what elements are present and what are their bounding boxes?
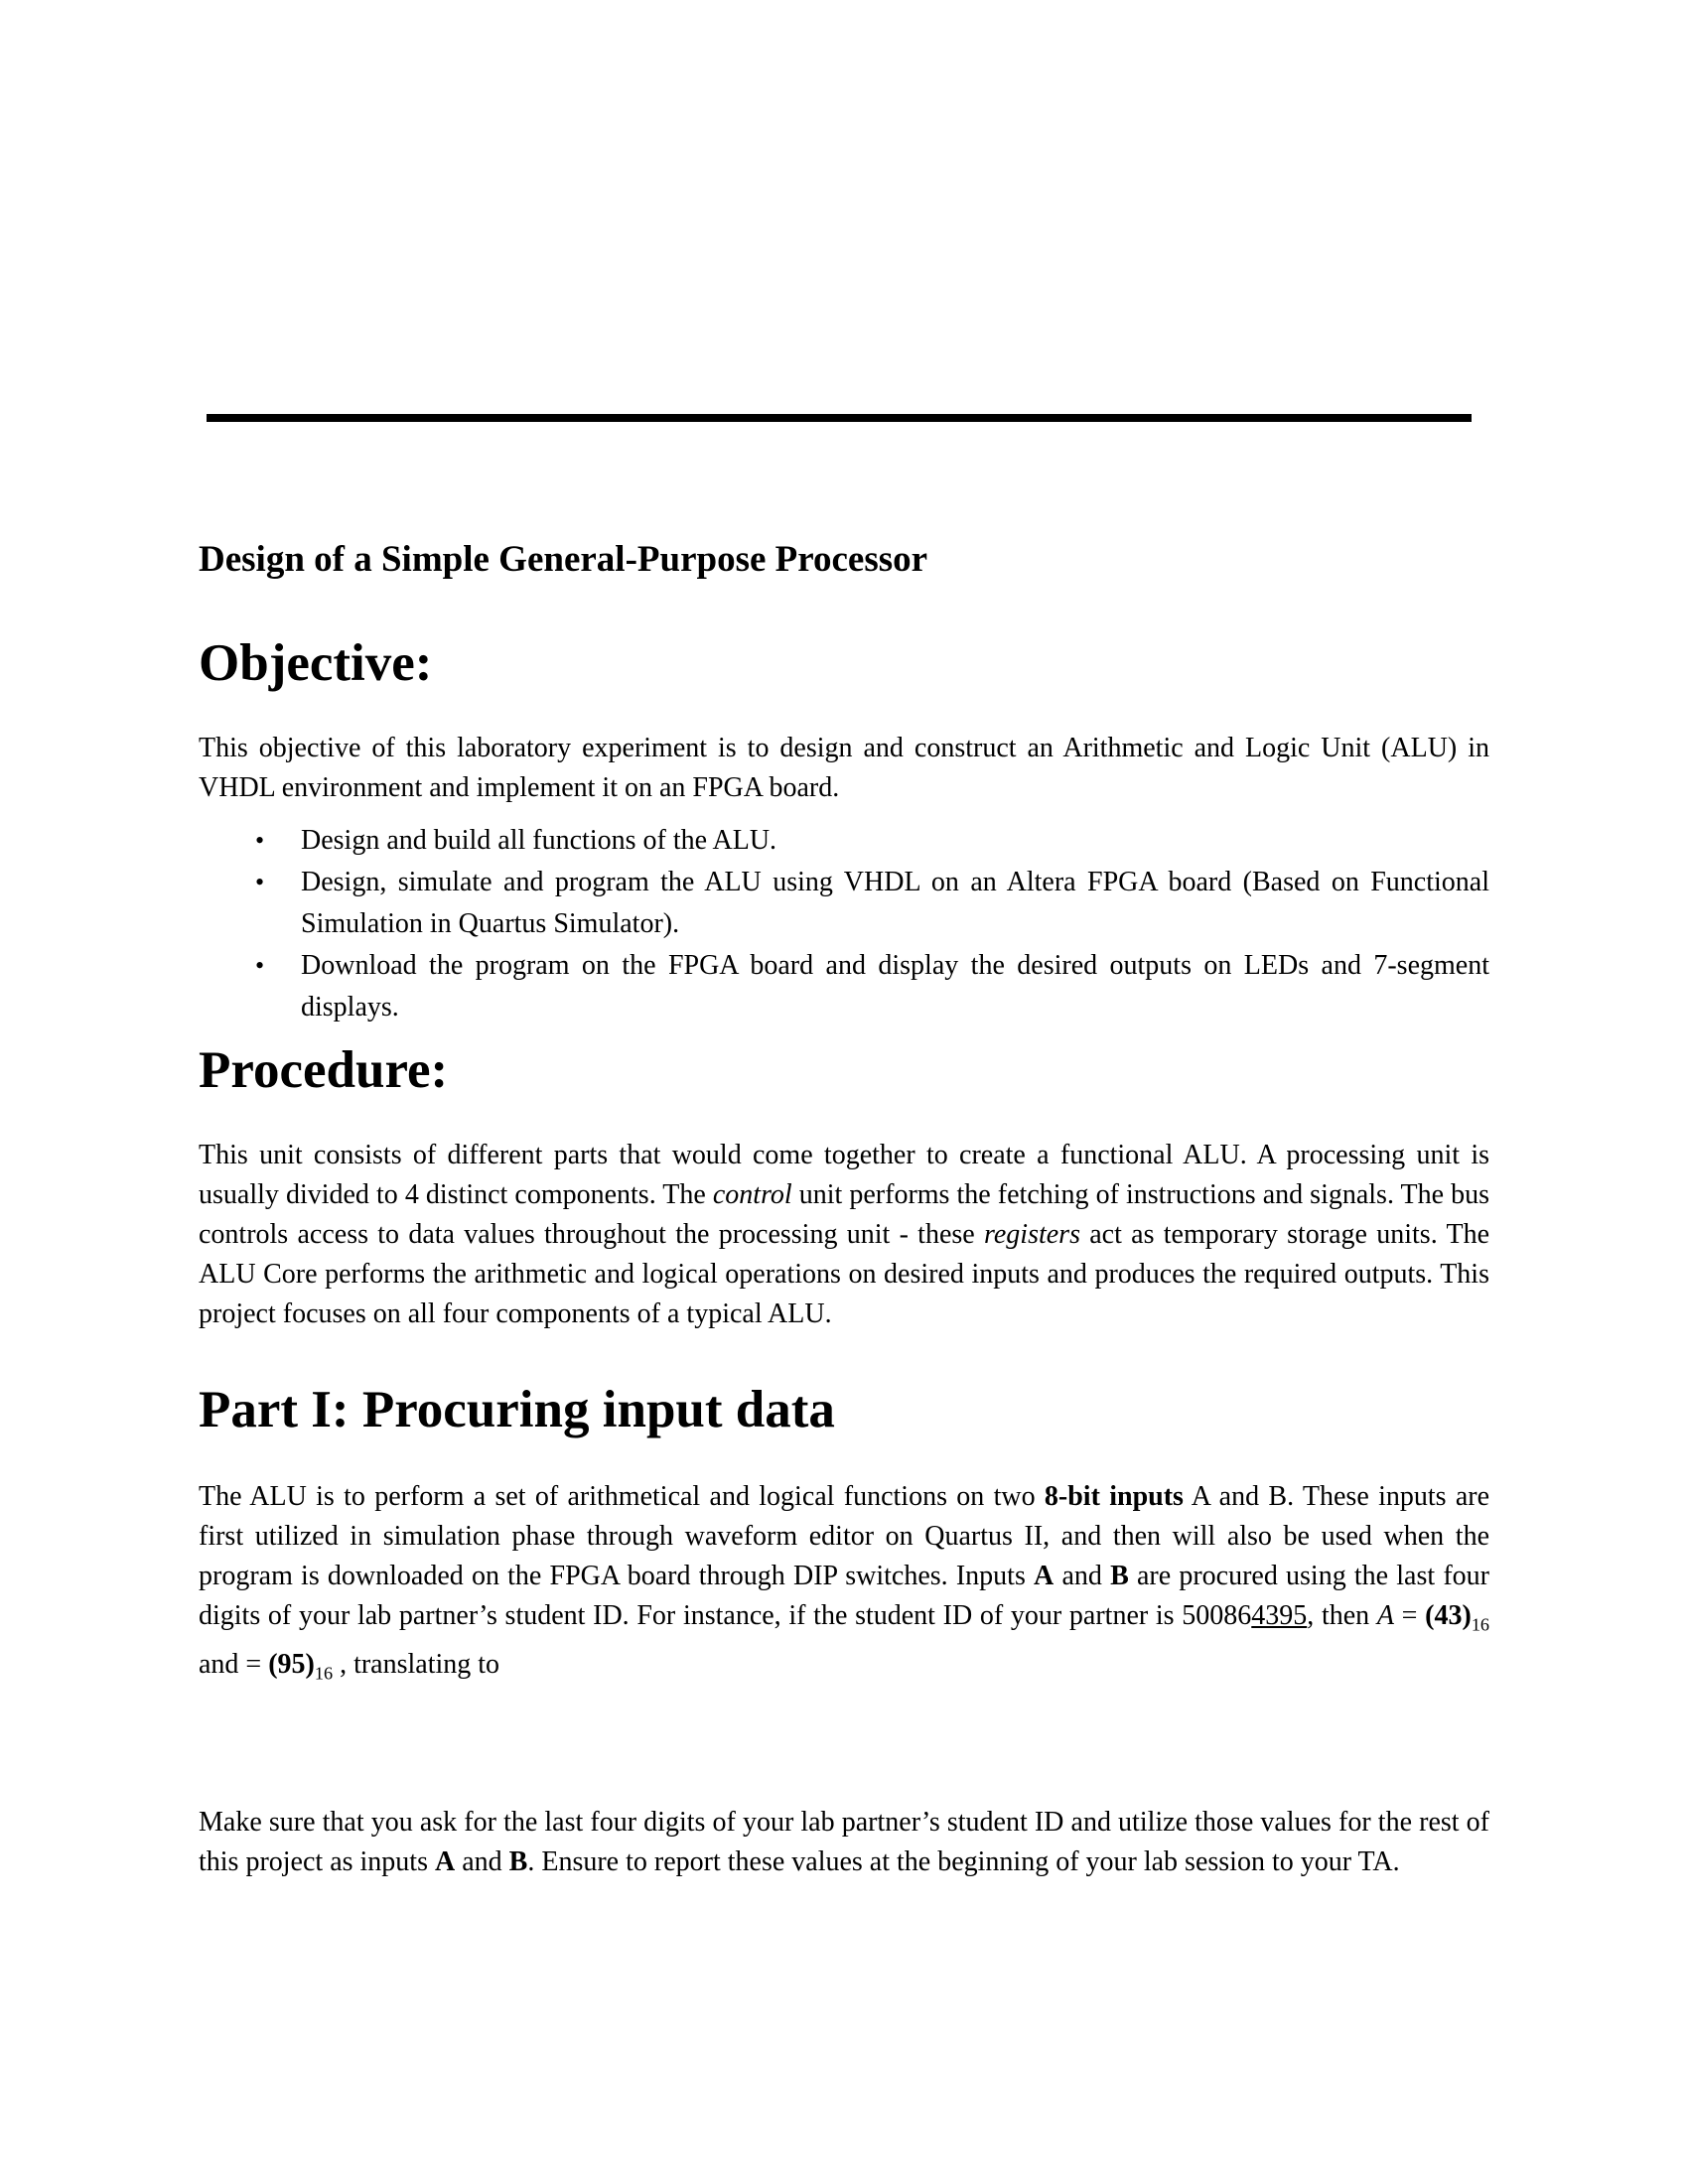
objective-intro-paragraph: This objective of this laboratory experiment is to design and construct an Arithmetic and Logic Unit (ALU) in VHDL environment and implement it on an FPGA board. xyxy=(199,733,1489,803)
bullet-item-text: Download the program on the FPGA board and display the desired outputs on LEDs and 7-segment displays. xyxy=(301,950,1489,1023)
bullet-dot-icon: • xyxy=(255,951,265,980)
bullet-item xyxy=(255,820,1489,862)
objective-heading: Objective: xyxy=(199,634,433,692)
horizontal-rule xyxy=(207,414,1472,422)
bullet-item-text: Design and build all functions of the ALU. xyxy=(301,825,777,856)
part1-paragraph: The ALU is to perform a set of arithmetical and logical functions on two 8-bit inputs A and B. These inputs are first utilized in simulation phase through waveform editor on Quartus II, and then will also be used when the program is downloaded on the FPGA board through DIP switches. Inputs A and B are procured using the last four digits of your lab partner’s student ID. For instance, if the student ID of your partner is 500864395, then $A = (43)_{16}$ and = $(95)_{16}$ , translating to xyxy=(199,1481,1490,1684)
closing-paragraph: Make sure that you ask for the last four digits of your lab partner’s student ID and utilize those values for the rest of this project as inputs A and B. Ensure to report these values at the beginning of your lab session to your TA. xyxy=(199,1807,1489,1877)
bullet-dot-icon: • xyxy=(255,868,265,896)
objective-bullet-list xyxy=(199,820,1489,1028)
part1-heading: Part I: Procuring input data xyxy=(199,1381,835,1438)
bullet-item xyxy=(255,862,1489,945)
bullet-item-text: Design, simulate and program the ALU using VHDL on an Altera FPGA board (Based on Functional Simulation in Quartus Simulator). xyxy=(301,867,1489,939)
procedure-heading: Procedure: xyxy=(199,1041,449,1099)
document-title: Design of a Simple General-Purpose Processor xyxy=(199,539,928,580)
bullet-dot-icon: • xyxy=(255,826,265,855)
bullet-item xyxy=(255,945,1489,1028)
procedure-paragraph: This unit consists of different parts that would come together to create a functional ALU. A processing unit is usually divided to 4 distinct components. The control unit performs the fetching of instructions and signals. The bus controls access to data values throughout the processing unit - these registers act as temporary storage units. The ALU Core performs the arithmetic and logical operations on desired inputs and produces the required outputs. This project focuses on all four components of a typical ALU. xyxy=(199,1140,1490,1329)
